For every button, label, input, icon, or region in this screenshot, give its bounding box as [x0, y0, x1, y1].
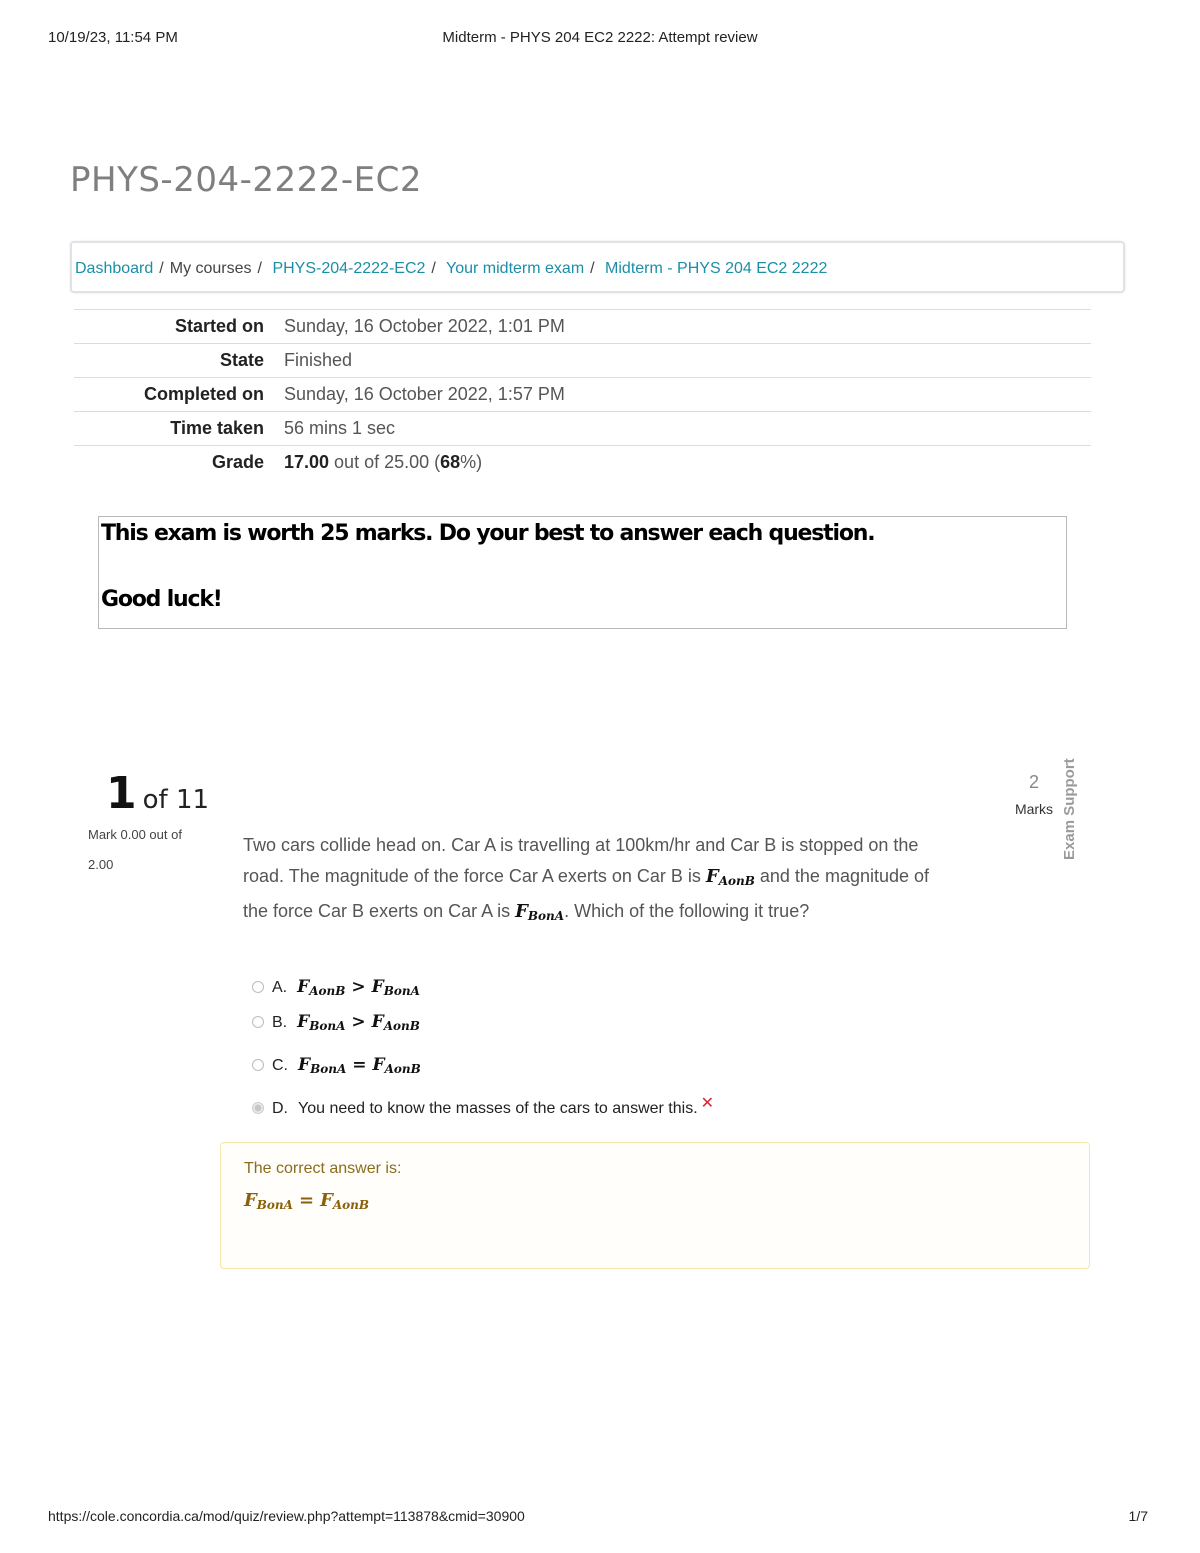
option-b-math: $F_{BonA} > F_{AonB}$ [297, 1012, 420, 1033]
question-number [106, 768, 209, 819]
course-title: PHYS-204-2222-EC2 [70, 160, 423, 200]
grade-score: 17.00 [284, 452, 330, 472]
grade-label: Grade [211, 452, 264, 472]
intro-line-1: This exam is worth 25 marks. Do your best to answer each question. [101, 521, 875, 546]
radio-option-b[interactable] [252, 1016, 264, 1028]
correct-answer-math: $F_{BonA} = F_{AonB}$ [244, 1190, 370, 1212]
correct-answer-value [244, 1190, 369, 1212]
question-text-part-3: . Which of the following it true? [564, 901, 810, 921]
breadcrumb-course[interactable]: PHYS-204-2222-EC2 [272, 260, 426, 277]
intro-line-2: Good luck! [101, 587, 222, 612]
breadcrumb-dashboard[interactable]: Dashboard [75, 260, 154, 277]
option-d-text: You need to know the masses of the cars to answer this. [298, 1100, 698, 1117]
print-datetime: 10/19/23, 11:54 PM [48, 29, 178, 46]
breadcrumb-separator: / [590, 260, 595, 277]
option-letter: C. [272, 1057, 288, 1074]
summary-row-time [74, 412, 1091, 446]
summary-row-state [74, 344, 1091, 378]
grade-value [280, 446, 1091, 480]
radio-option-a[interactable] [252, 981, 264, 993]
breadcrumb [70, 241, 1125, 293]
state-value: Finished [284, 350, 353, 370]
print-page-number: 1/7 [1128, 1508, 1148, 1524]
grade-out-of: out of 25.00 ( [329, 452, 441, 472]
exam-intro-box [98, 516, 1067, 629]
breadcrumb-separator: / [159, 260, 164, 277]
incorrect-x-icon: ✕ [700, 1095, 715, 1112]
grade-percent: 68 [440, 452, 461, 472]
answer-option-a[interactable] [252, 977, 420, 998]
question-mark-info: Mark 0.00 out of 2.00 [88, 827, 182, 872]
math-f-bona: $F_{BonA}$ [515, 901, 565, 923]
question-number-value: 1 [106, 768, 137, 819]
answer-option-c[interactable] [252, 1055, 421, 1076]
print-page-title: Midterm - PHYS 204 EC2 2222: Attempt review [442, 29, 758, 46]
summary-row-completed [74, 378, 1091, 412]
state-label: State [219, 350, 264, 370]
breadcrumb-midterm-section[interactable]: Your midterm exam [446, 260, 585, 277]
question-text-part-2: and the magnitude of the force Car B exerts on Car A is [243, 865, 930, 921]
summary-row-started [74, 310, 1091, 344]
question-text-part-1: Two cars collide head on. Car A is travelling at 100km/hr and Car B is stopped on the road. The magnitude of the force Car A exerts on Car B is [243, 835, 919, 886]
radio-option-d-selected[interactable] [252, 1102, 264, 1114]
option-a-math: $F_{AonB} > F_{BonA}$ [297, 977, 420, 998]
math-f-aonb: $F_{AonB}$ [705, 865, 755, 888]
breadcrumb-quiz[interactable]: Midterm - PHYS 204 EC2 2222 [605, 260, 828, 277]
marks-label: Marks [1014, 801, 1054, 817]
grade-percent-suffix: %) [460, 452, 483, 472]
attempt-summary-table [74, 309, 1091, 479]
completed-on-value: Sunday, 16 October 2022, 1:57 PM [284, 384, 565, 404]
started-on-value: Sunday, 16 October 2022, 1:01 PM [284, 316, 565, 336]
completed-on-label: Completed on [144, 384, 264, 404]
radio-option-c[interactable] [252, 1059, 264, 1071]
option-c-math: $F_{BonA} = F_{AonB}$ [298, 1055, 421, 1076]
option-letter: A. [272, 979, 288, 996]
time-taken-label: Time taken [170, 418, 264, 438]
time-taken-value: 56 mins 1 sec [284, 418, 396, 438]
correct-answer-feedback [220, 1142, 1090, 1269]
breadcrumb-separator: / [257, 260, 262, 277]
correct-answer-title: The correct answer is: [244, 1160, 402, 1177]
answer-option-b[interactable] [252, 1012, 420, 1033]
marks-value: 2 [1028, 772, 1039, 792]
option-letter: D. [272, 1100, 288, 1117]
print-url: https://cole.concordia.ca/mod/quiz/review.php?attempt=113878&cmid=30900 [48, 1508, 525, 1524]
answer-option-d[interactable] [252, 1095, 715, 1118]
breadcrumb-my-courses: My courses [169, 260, 252, 277]
breadcrumb-separator: / [431, 260, 436, 277]
exam-support-tab[interactable]: Exam Support [1061, 758, 1078, 860]
option-letter: B. [272, 1014, 288, 1031]
question-of-total: of 11 [142, 785, 210, 815]
question-text [243, 830, 948, 932]
started-on-label: Started on [174, 316, 264, 336]
summary-row-grade [74, 446, 1091, 480]
question-marks [1008, 772, 1060, 817]
